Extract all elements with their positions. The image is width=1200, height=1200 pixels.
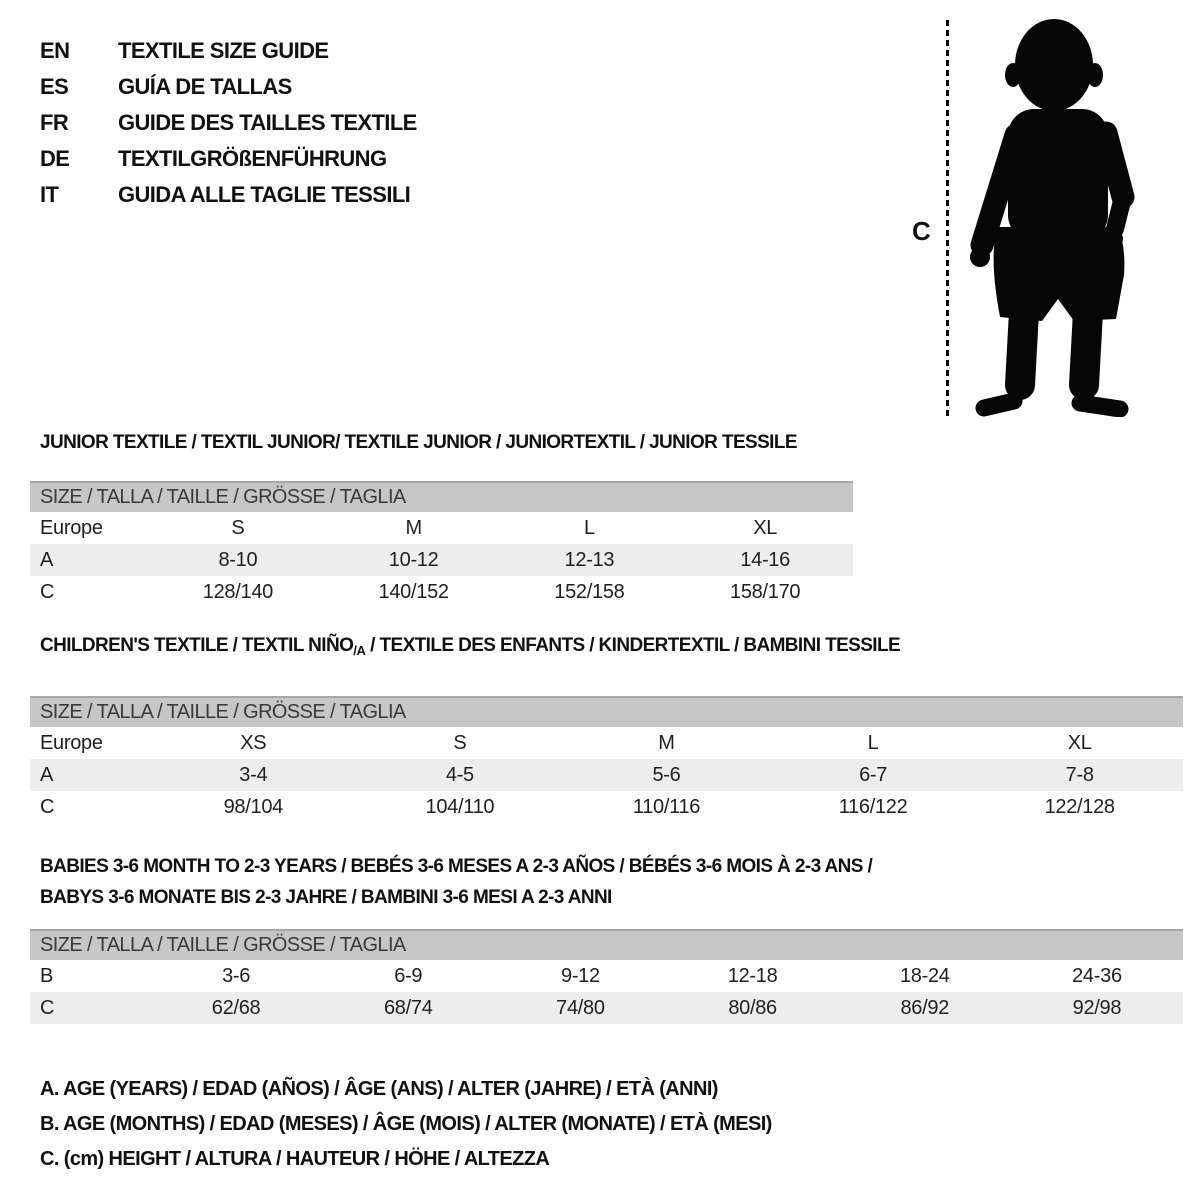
section-title (30, 851, 1183, 913)
table-cell: 14-16 (740, 548, 790, 571)
section-title-line (40, 882, 1183, 913)
table-cell: L (583, 516, 595, 539)
section-title-text: JUNIOR TEXTILE / TEXTIL JUNIOR/ TEXTILE JUNIOR / JUNIORTEXTIL / JUNIOR TESSILE (40, 432, 797, 453)
table-cell: 92/98 (1072, 996, 1122, 1019)
language-row (40, 69, 417, 105)
table-cell: 5-6 (652, 763, 681, 786)
table-cell: 152/158 (554, 580, 625, 603)
table-cell: 62/68 (211, 996, 261, 1019)
table-cell: 12-13 (564, 548, 615, 571)
table-cell: 6-9 (394, 964, 423, 987)
row-label: C (40, 580, 55, 603)
table-cell: 104/110 (425, 795, 495, 818)
language-label: TEXTILE SIZE GUIDE (118, 38, 329, 63)
toddler-silhouette-icon (968, 17, 1138, 417)
table-cell: 7-8 (1065, 763, 1094, 786)
section-title-line (40, 433, 853, 453)
language-label: TEXTILGRÖßENFÜHRUNG (118, 146, 387, 171)
section-title-text: /A (353, 643, 366, 658)
language-label: GUIDA ALLE TAGLIE TESSILI (118, 182, 411, 207)
language-row (40, 177, 417, 213)
language-row (40, 105, 417, 141)
language-title-list (40, 33, 417, 213)
table-cell: 110/116 (632, 795, 701, 818)
section-title-text: CHILDREN'S TEXTILE / TEXTIL NIÑO (40, 635, 354, 656)
table-cell: 12-18 (727, 964, 778, 987)
table-cell: XL (1067, 731, 1092, 754)
row-label: Europe (40, 731, 103, 754)
section-title-line (40, 851, 1183, 882)
table-cell: 74/80 (556, 996, 605, 1019)
size-table (30, 929, 1183, 1024)
section-title-line (40, 636, 1183, 661)
height-measure-label: C (912, 216, 931, 246)
section-title (30, 433, 853, 453)
section-junior (30, 433, 853, 608)
table-cell: 128/140 (202, 580, 273, 603)
language-label: GUÍA DE TALLAS (118, 74, 292, 99)
table-size-header: SIZE / TALLA / TAILLE / GRÖSSE / TAGLIA (30, 481, 853, 512)
table-size-header: SIZE / TALLA / TAILLE / GRÖSSE / TAGLIA (30, 929, 1183, 960)
section-children (30, 636, 1183, 823)
section-babies (30, 851, 1183, 1024)
language-row (40, 33, 417, 69)
section-title-text: / TEXTILE DES ENFANTS / KINDERTEXTIL / BAMBINI TESSILE (365, 635, 901, 656)
language-row (40, 141, 417, 177)
size-table (30, 696, 1183, 823)
language-code: EN (40, 38, 70, 63)
table-cell: 116/122 (838, 795, 908, 818)
table-cell: 158/170 (730, 580, 801, 603)
row-label: Europe (40, 516, 103, 539)
table-cell: 122/128 (1044, 795, 1115, 818)
height-measure-line (946, 20, 949, 416)
table-cell: 3-4 (239, 763, 268, 786)
table-cell: M (405, 516, 422, 539)
table-row (30, 512, 853, 544)
measurement-legend (40, 1072, 772, 1177)
row-label: A (40, 548, 54, 571)
legend-line: B. AGE (MONTHS) / EDAD (MESES) / ÂGE (MOIS) / ALTER (MONATE) / ETÀ (MESI) (40, 1113, 772, 1135)
table-row (30, 544, 853, 576)
legend-line: C. (cm) HEIGHT / ALTURA / HAUTEUR / HÖHE / ALTEZZA (40, 1148, 550, 1170)
table-size-header: SIZE / TALLA / TAILLE / GRÖSSE / TAGLIA (30, 696, 1183, 727)
row-label: C (40, 996, 55, 1019)
table-cell: 3-6 (222, 964, 251, 987)
section-title (30, 636, 1183, 661)
table-cell: XL (753, 516, 778, 539)
language-label: GUIDE DES TAILLES TEXTILE (118, 110, 417, 135)
section-title-text: BABYS 3-6 MONATE BIS 2-3 JAHRE / BAMBINI 3-6 MESI A 2-3 ANNI (40, 887, 612, 908)
table-cell: L (867, 731, 879, 754)
language-code: ES (40, 74, 69, 99)
table-row (30, 576, 853, 608)
language-code: DE (40, 146, 70, 171)
table-row (30, 791, 1183, 823)
table-cell: 98/104 (223, 795, 283, 818)
table-cell: 140/152 (378, 580, 449, 603)
table-cell: 9-12 (561, 964, 600, 987)
size-table (30, 481, 853, 608)
table-cell: S (453, 731, 467, 754)
table-cell: XS (240, 731, 267, 754)
table-cell: 68/74 (383, 996, 433, 1019)
row-label: B (40, 964, 54, 987)
row-label: C (40, 795, 55, 818)
table-cell: 10-12 (388, 548, 439, 571)
table-cell: 18-24 (899, 964, 950, 987)
table-cell: S (231, 516, 245, 539)
table-cell: 8-10 (218, 548, 258, 571)
table-cell: 4-5 (445, 763, 474, 786)
table-row (30, 759, 1183, 791)
table-cell: M (658, 731, 675, 754)
language-code: IT (40, 182, 59, 207)
table-cell: 80/86 (728, 996, 777, 1019)
table-cell: 86/92 (900, 996, 950, 1019)
table-row (30, 992, 1183, 1024)
table-row (30, 727, 1183, 759)
table-cell: 24-36 (1072, 964, 1122, 987)
section-title-text: BABIES 3-6 MONTH TO 2-3 YEARS / BEBÉS 3-6 MESES A 2-3 AÑOS / BÉBÉS 3-6 MOIS À 2-3 ANS / (40, 856, 873, 877)
row-label: A (40, 763, 54, 786)
legend-line: A. AGE (YEARS) / EDAD (AÑOS) / ÂGE (ANS) / ALTER (JAHRE) / ETÀ (ANNI) (40, 1078, 718, 1100)
table-cell: 6-7 (859, 763, 888, 786)
language-code: FR (40, 110, 69, 135)
table-row (30, 960, 1183, 992)
